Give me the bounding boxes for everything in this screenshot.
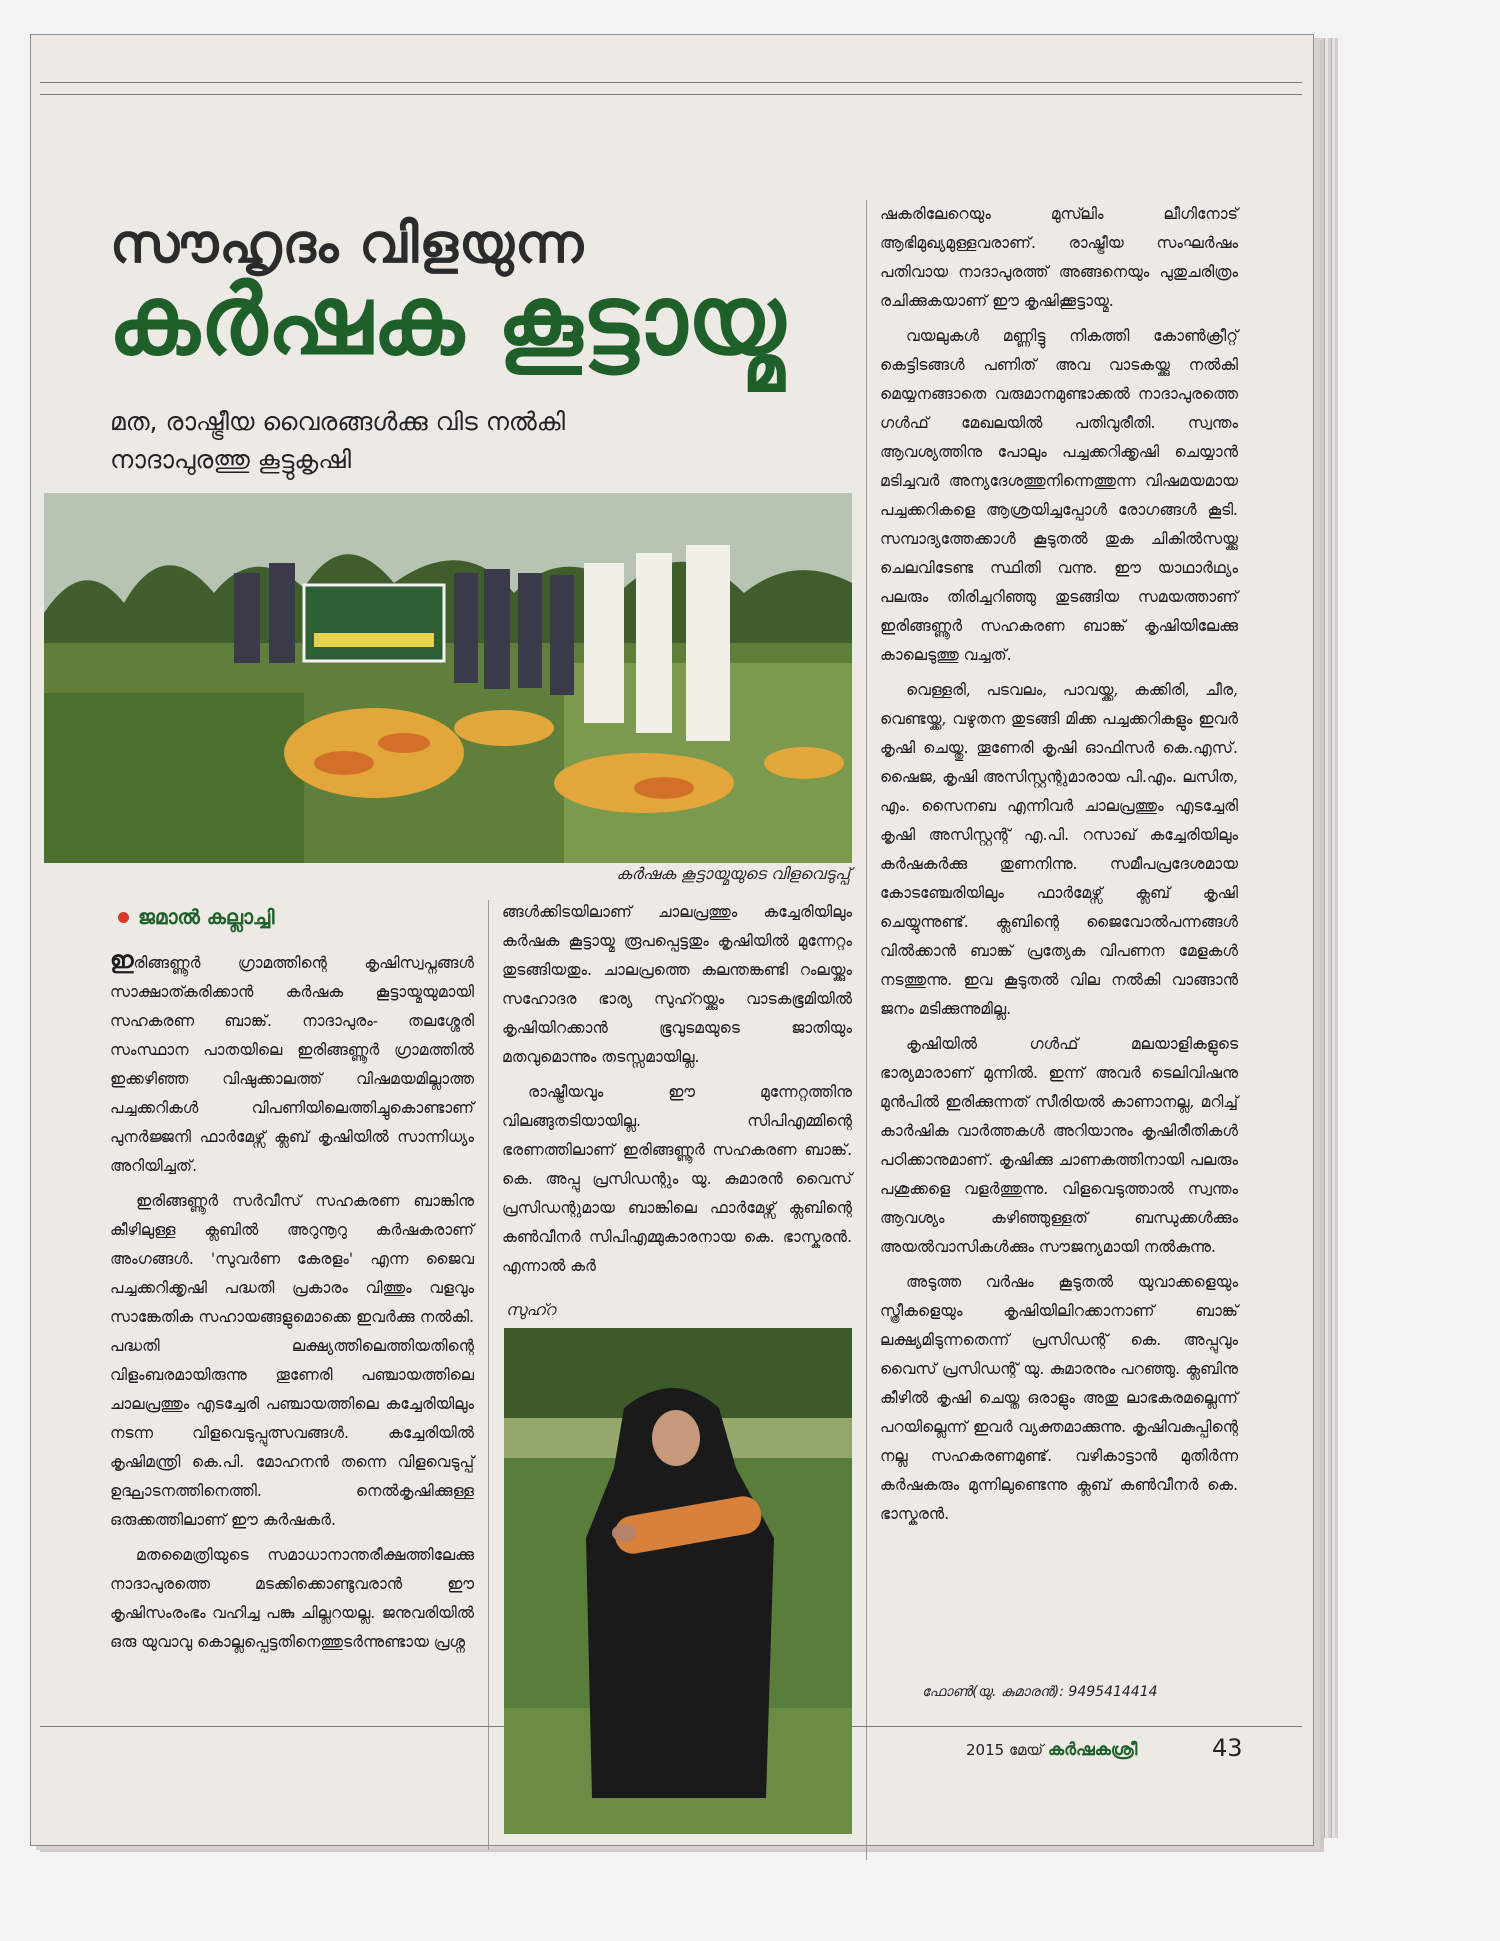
page-stack-edges [1314, 38, 1338, 1838]
paragraph [110, 945, 474, 1181]
headline-kicker: സൗഹൃദം വിളയുന്ന [110, 212, 585, 275]
suhra-portrait-photo [504, 1328, 852, 1834]
paragraph-text: രിങ്ങണ്ണൂർ ഗ്രാമത്തിന്റെ കൃഷിസ്വപ്നങ്ങൾ സാക്ഷാത്കരിക്കാൻ കർഷക കൂട്ടായ്മയുമായി സഹകരണ ബാങ്ക്. നാദാപുരം- തലശ്ശേരി സംസ്ഥാന പാതയിലെ ഇരിങ്ങണ്ണൂർ ഗ്രാമത്തിൽ ഇക്കഴിഞ്ഞ വിഷുക്കാലത്ത് വിഷമയമില്ലാത്ത പച്ചക്കറികൾ വിപണിയിലെത്തിച്ചുകൊണ്ടാണ് പുനർജ്ജനി ഫാർമേഴ്സ് ക്ലബ് കൃഷിയിൽ സാന്നിധ്യം അറിയിച്ചത്. [110, 954, 474, 1175]
page-number: 43 [1212, 1734, 1243, 1762]
byline-author: ജമാൽ കല്ലാച്ചി [138, 905, 275, 929]
paragraph: ഇരിങ്ങണ്ണൂർ സർവീസ് സഹകരണ ബാങ്കിനു കീഴിലുള്ള ക്ലബിൽ അറുനൂറു കർഷകരാണ് അംഗങ്ങൾ. 'സുവർണ കേരളം' എന്ന ജൈവ പച്ചക്കറിക്കൃഷി പദ്ധതി പ്രകാരം വിത്തും വളവും സാങ്കേതിക സഹായങ്ങളുമൊക്കെ ഇവർക്കു നൽകി. പദ്ധതി ലക്ഷ്യത്തിലെത്തിയതിന്റെ വിളംബരമായിരുന്നു തൂണേരി പഞ്ചായത്തിലെ ചാലപ്രത്തും എടച്ചേരി പഞ്ചായത്തിലെ കച്ചേരിയിലും നടന്ന വിളവെടുപ്പുത്സവങ്ങൾ. കച്ചേരിയിൽ കൃഷിമന്ത്രി കെ.പി. മോഹനൻ തന്നെ വിളവെടുപ്പ് ഉദ്ഘാടനത്തിനെത്തി. നെൽകൃഷിക്കുള്ള ഒരുക്കത്തിലാണ് ഈ കർഷകർ. [110, 1192, 474, 1529]
contact-phone: ഫോൺ(യു. കുമാരൻ): 9495414414 [922, 1684, 1158, 1700]
article-column-left [110, 945, 474, 1715]
paragraph: അടുത്ത വർഷം കൂടുതൽ യുവാക്കളെയും സ്ത്രീകളെയും കൃഷിയിലിറക്കാനാണ് ബാങ്ക് ലക്ഷ്യമിടുന്നതെന്ന് പ്രസിഡന്റ് കെ. അപ്പുവും വൈസ് പ്രസിഡന്റ് യു. കുമാരനും പറഞ്ഞു. ക്ലബിനു കീഴിൽ കൃഷി ചെയ്ത ഒരാളും അതു ലാഭകരമല്ലെന്ന് പറയില്ലെന്ന് ഇവർ വ്യക്തമാക്കുന്നു. കൃഷിവകുപ്പിന്റെ നല്ല സഹകരണമുണ്ട്. വഴികാട്ടാൻ മുതിർന്ന കർഷകരും മുന്നിലുണ്ടെന്നു ക്ലബ് കൺവീനർ കെ. ഭാസ്കരൻ. [880, 1273, 1238, 1523]
issue-date: 2015 മേയ് [966, 1741, 1044, 1759]
byline-bullet [118, 912, 129, 923]
photo-caption-harvest: കർഷക കൂട്ടായ്മയുടെ വിളവെടുപ്പ് [616, 864, 850, 883]
headline-title: കർഷക കൂട്ടായ്മ [108, 264, 786, 376]
harvest-group-photo [44, 493, 852, 863]
paragraph: കൃഷിയിൽ ഗൾഫ് മലയാളികളുടെ ഭാര്യമാരാണ് മുന്നിൽ. ഇന്ന് അവർ ടെലിവിഷനു മുൻപിൽ ഇരിക്കുന്നത് സീരിയൽ കാണാനല്ല, മറിച്ച് കാർഷിക വാർത്തകൾ അറിയാനും കൃഷിരീതികൾ പഠിക്കാനുമാണ്. കൃഷിക്കു ചാണകത്തിനായി പലരും പശുക്കളെ വളർത്തുന്നു. വിളവെടുത്താൽ സ്വന്തം ആവശ്യം കഴിഞ്ഞുള്ളത് ബന്ധുക്കൾക്കും അയൽവാസികൾക്കും സൗജന്യമായി നൽകുന്നു. [880, 1035, 1238, 1256]
column-divider-left [488, 900, 489, 1850]
paragraph: ങ്ങൾക്കിടയിലാണ് ചാലപ്രത്തും കച്ചേരിയിലും കർഷക കൂട്ടായ്മ രൂപപ്പെട്ടതും കൃഷിയിൽ മുന്നേറ്റം തുടങ്ങിയതും. ചാലപ്രത്തെ കലന്തങ്കണ്ടി റംലയ്ക്കും സഹോദര ഭാര്യ സുഹ്റയ്ക്കും വാടകഭൂമിയിൽ കൃഷിയിറക്കാൻ ഭൂവുടമയുടെ ജാതിയും മതവുമൊന്നും തടസ്സമായില്ല. [502, 903, 852, 1066]
magazine-name: കർഷകശ്രീ [1047, 1740, 1138, 1760]
top-rule [40, 82, 1302, 83]
page-footer [966, 1740, 1137, 1760]
column-divider [866, 200, 867, 1860]
subheadline: മത, രാഷ്ട്രീയ വൈരങ്ങൾക്കു വിട നൽകി നാദാപുരത്തു കൂട്ടുകൃഷി [110, 407, 566, 474]
photo-caption-suhra: സുഹ്റ [506, 1300, 556, 1319]
paragraph: രാഷ്ട്രീയവും ഈ മുന്നേറ്റത്തിനു വിലങ്ങുതടിയായില്ല. സിപിഎമ്മിന്റെ ഭരണത്തിലാണ് ഇരിങ്ങണ്ണൂർ സഹകരണ ബാങ്ക്. കെ. അപ്പു പ്രസിഡന്റും യു. കുമാരൻ വൈസ് പ്രസിഡന്റുമായ ബാങ്കിലെ ഫാർമേഴ്സ് ക്ലബിന്റെ കൺവീനർ സിപിഎമ്മുകാരനായ കെ. ഭാസ്കരൻ. എന്നാൽ കർ [502, 1083, 852, 1275]
article-column-middle [502, 898, 852, 1298]
top-rule-second [40, 94, 1302, 95]
drop-cap: ഇ [110, 945, 134, 974]
paragraph: ഷകരിലേറെയും മുസ്‍ലിം ലീഗിനോട് ആഭിമുഖ്യമുള്ളവരാണ്. രാഷ്ട്രീയ സംഘർഷം പതിവായ നാദാപുരത്ത് അങ്ങനെയും പുതുചരിത്രം രചിക്കുകയാണ് ഈ കൃഷിക്കൂട്ടായ്മ. [880, 205, 1238, 310]
paragraph: വയലുകൾ മണ്ണിട്ടു നികത്തി കോൺക്രീറ്റ് കെട്ടിടങ്ങൾ പണിത് അവ വാടകയ്ക്കു നൽകി മെയ്യനങ്ങാതെ വരുമാനമുണ്ടാക്കൽ നാദാപുരത്തെ ഗൾഫ് മേഖലയിൽ പതിവുരീതി. സ്വന്തം ആവശ്യത്തിനു പോലും പച്ചക്കറിക്കൃഷി ചെയ്യാൻ മടിച്ചവർ അന്യദേശത്തുനിന്നെത്തുന്ന വിഷമയമായ പച്ചക്കറികളെ ആശ്രയിച്ചപ്പോൾ രോഗങ്ങൾ കൂടി. സമ്പാദ്യത്തേക്കാൾ കൂടുതൽ തുക ചികിൽസയ്ക്കു ചെലവിടേണ്ട സ്ഥിതി വന്നു. ഈ യാഥാർഥ്യം പലരും തിരിച്ചറിഞ്ഞു തുടങ്ങിയ സമയത്താണ് ഇരിങ്ങണ്ണൂർ സഹകരണ ബാങ്ക് കൃഷിയിലേക്കു കാലെടുത്തു വച്ചത്. [880, 327, 1238, 664]
paragraph: വെള്ളരി, പടവലം, പാവയ്ക്ക, കക്കിരി, ചീര, വെണ്ടയ്ക്ക, വഴുതന തുടങ്ങി മിക്ക പച്ചക്കറികളും ഇവർ കൃഷി ചെയ്തു. തൂണേരി കൃഷി ഓഫിസർ കെ.എസ്. ഷൈജ, കൃഷി അസിസ്റ്റന്റുമാരായ പി.എം. ലസിത, എം. സൈനബ എന്നിവർ ചാലപ്രത്തും എടച്ചേരി കൃഷി അസിസ്റ്റന്റ് എ.പി. റസാഖ് കച്ചേരിയിലും കർഷകർക്കു തുണനിന്നു. സമീപപ്രദേശമായ കോടഞ്ചേരിയിലും ഫാർമേഴ്സ് ക്ലബ് കൃഷി ചെയ്യുന്നുണ്ട്. ക്ലബിന്റെ ജൈവോൽപന്നങ്ങൾ വിൽക്കാൻ ബാങ്ക് പ്രത്യേക വിപണന മേളകൾ നടത്തുന്നു. ഇവ കൂടുതൽ വില നൽകി വാങ്ങാൻ ജനം മടിക്കുന്നുമില്ല. [880, 681, 1238, 1018]
article-column-right [880, 200, 1238, 1680]
paragraph: മതമൈത്രിയുടെ സമാധാനാന്തരീക്ഷത്തിലേക്കു നാദാപുരത്തെ മടക്കിക്കൊണ്ടുവരാൻ ഈ കൃഷിസംരംഭം വഹിച്ച പങ്കു ചില്ലറയല്ല. ജനുവരിയിൽ ഒരു യുവാവു കൊല്ലപ്പെട്ടതിനെത്തുടർന്നുണ്ടായ പ്രശ്ന [110, 1546, 474, 1651]
